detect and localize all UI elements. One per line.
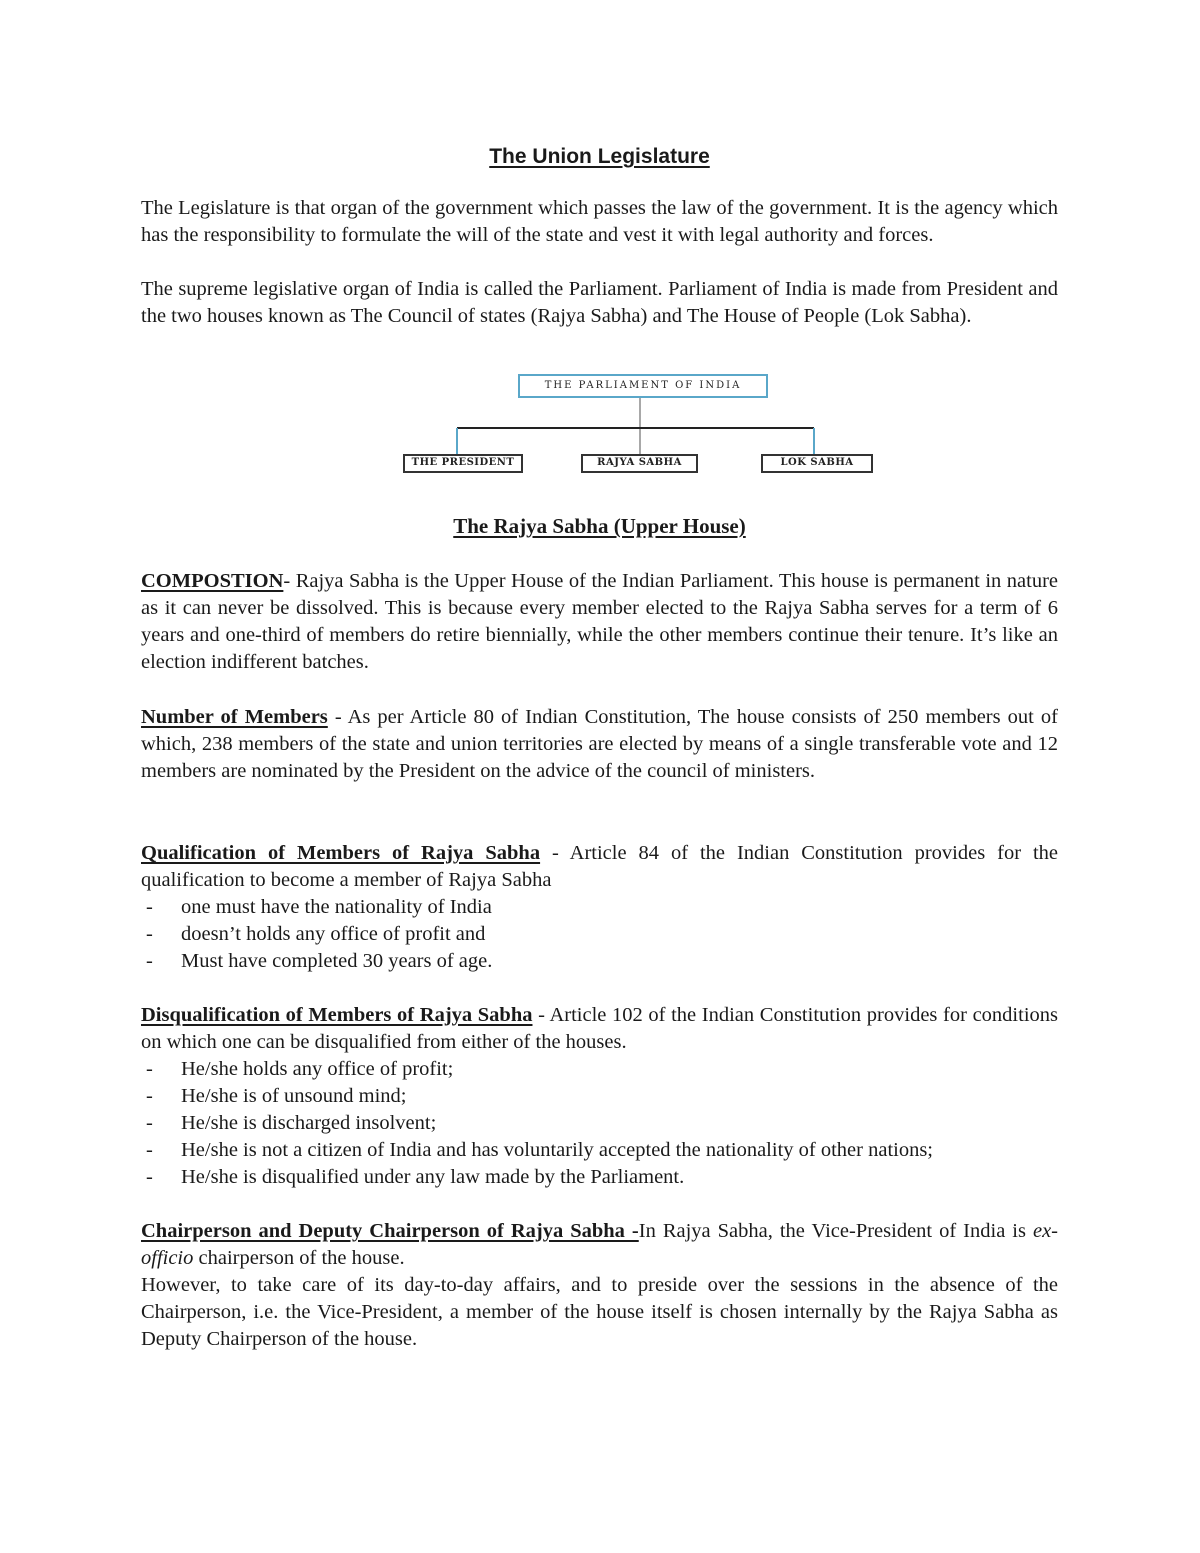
diagram-rajya-sabha-box: RAJYA SABHA [581,454,698,473]
chairperson-heading: Chairperson and Deputy Chairperson of Rajya Sabha - [141,1220,639,1242]
parliament-diagram [400,372,875,477]
composition-paragraph [141,568,1058,676]
disqualification-paragraph [141,1002,1058,1056]
qualification-heading: Qualification of Members of Rajya Sabha [141,842,541,864]
chairperson-text-a: In Rajya Sabha, the Vice-President of India is [638,1220,1033,1242]
diagram-president-box: THE PRESIDENT [403,454,523,473]
diagram-root-box: THE PARLIAMENT OF INDIA [518,374,768,398]
chairperson-text-italic: ex-officio [141,1220,1058,1269]
disqualification-text: - Article 102 of the Indian Constitution provides for conditions on which one can be disqualified from either of the houses. [141,1004,1058,1053]
list-item: - He/she is discharged insolvent; [146,1112,437,1134]
disqualification-list [141,1056,1058,1191]
chairperson-text-b: chairperson of the house. [193,1247,405,1269]
list-item: - He/she is not a citizen of India and has voluntarily accepted the nationality of other nations; [146,1139,934,1161]
list-item: - one must have the nationality of India [146,896,492,918]
members-heading: Number of Members [141,706,328,728]
members-text: - As per Article 80 of Indian Constitution, The house consists of 250 members out of which, 238 members of the state and union territories are elected by means of a single transferable vote and 12 members are nominated by the President on the advice of the council of ministers. [141,706,1058,782]
chairperson-paragraph [141,1218,1058,1272]
qualification-text: - Article 84 of the Indian Constitution provides for the qualification to become a member of Rajya Sabha [141,842,1059,891]
section-title: The Rajya Sabha (Upper House) [453,514,746,538]
list-item: - He/she is disqualified under any law made by the Parliament. [146,1166,685,1188]
qualification-list [141,894,1058,975]
intro-paragraph-2: The supreme legislative organ of India is called the Parliament. Parliament of India is made from President and the two houses known as The Council of states (Rajya Sabha) and The House of People (Lok Sabha). [141,278,1058,327]
disqualification-heading: Disqualification of Members of Rajya Sabha [141,1004,533,1026]
qualification-paragraph [141,840,1058,894]
list-item: - doesn’t holds any office of profit and [146,923,486,945]
list-item: - He/she is of unsound mind; [146,1085,407,1107]
diagram-lok-sabha-box: LOK SABHA [761,454,873,473]
chairperson-paragraph-2: However, to take care of its day-to-day affairs, and to preside over the sessions in the absence of the Chairperson, i.e. the Vice-President, a member of the house itself is chosen internally by the Rajya Sabha as Deputy Chairperson of the house. [141,1274,1058,1350]
page-title: The Union Legislature [489,145,710,168]
composition-text: - Rajya Sabha is the Upper House of the Indian Parliament. This house is permanent in nature as it can never be dissolved. This is because every member elected to the Rajya Sabha serves for a term of 6 years and one-third of members do retire biennially, while the other members continue their tenure. It’s like an election indifferent batches. [141,570,1058,673]
members-paragraph [141,704,1058,785]
list-item: - Must have completed 30 years of age. [146,950,493,972]
composition-heading: COMPOSTION [141,570,284,592]
intro-paragraph-1: The Legislature is that organ of the government which passes the law of the government. It is the agency which has the responsibility to formulate the will of the state and vest it with legal authority and forces. [141,197,1058,246]
list-item: - He/she holds any office of profit; [146,1058,454,1080]
